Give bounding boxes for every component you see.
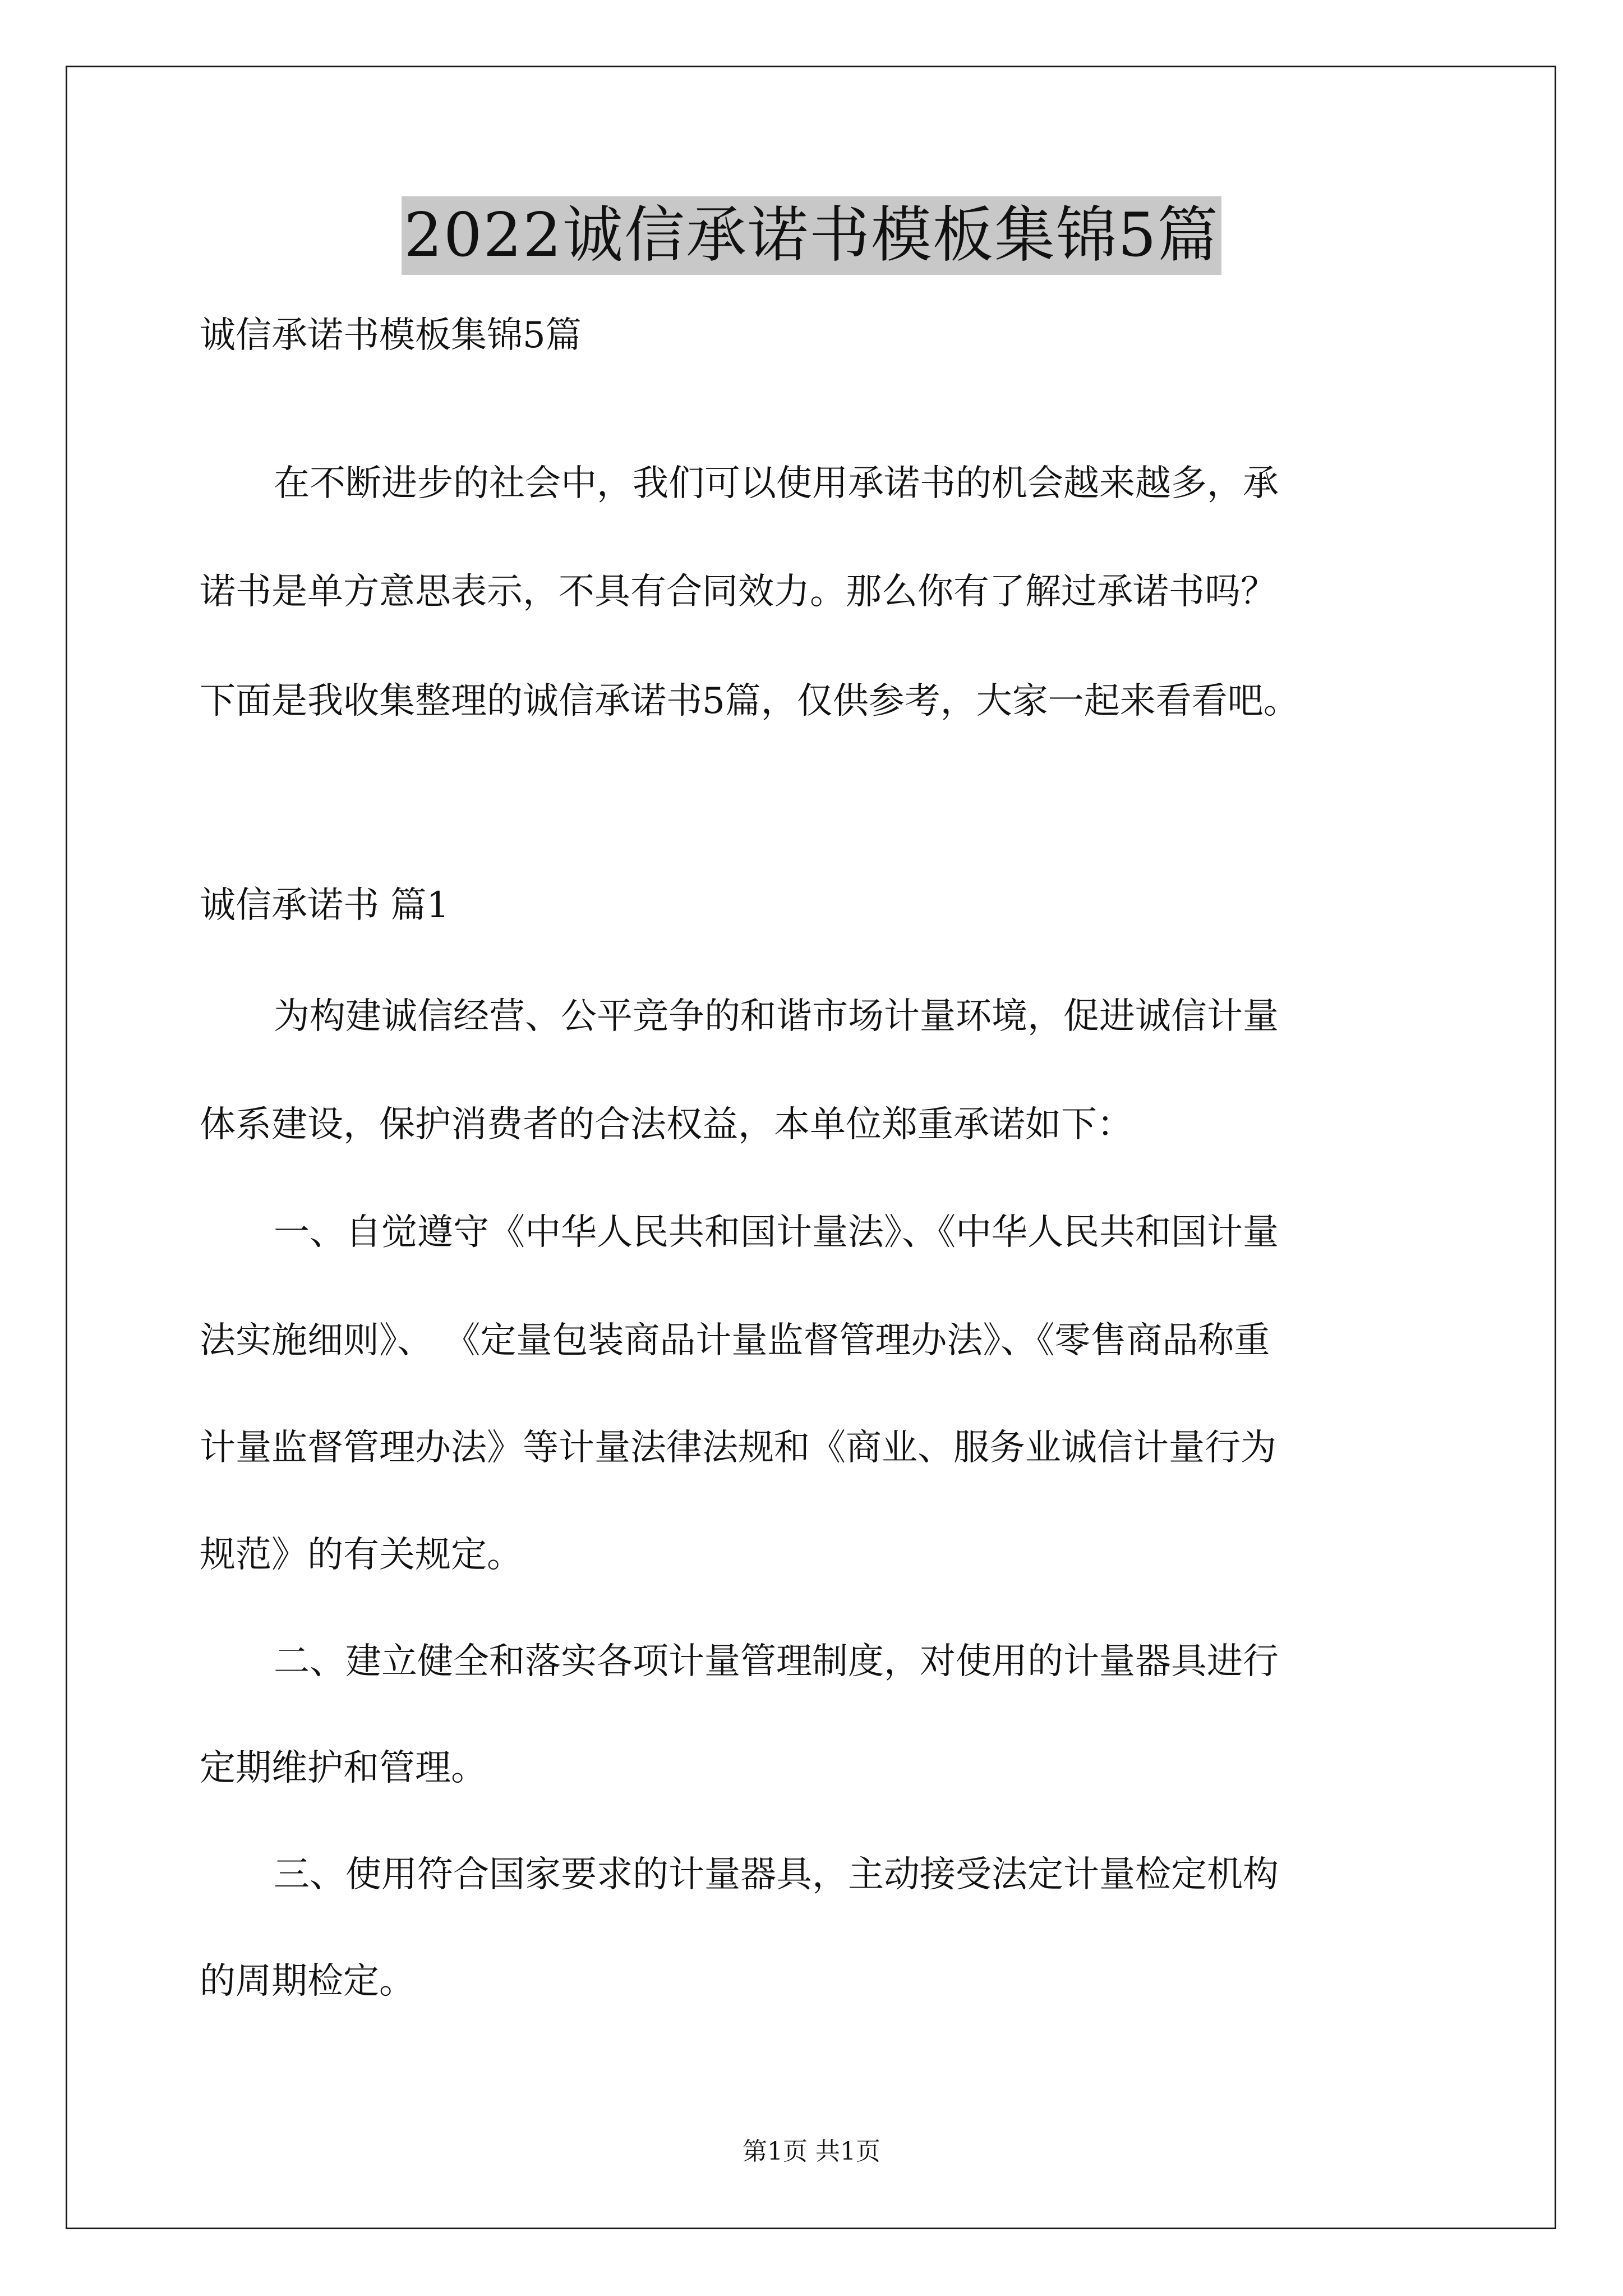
intro-paragraph-line-3: 下面是我收集整理的诚信承诺书5篇，仅供参考，大家一起来看看吧。 xyxy=(200,680,1299,722)
document-title: 2022诚信承诺书模板集锦5篇 xyxy=(402,196,1221,275)
clause-1-line-4: 规范》的有关规定。 xyxy=(200,1534,523,1576)
clause-1-line-1: 一、自觉遵守《中华人民共和国计量法》、《中华人民共和国计量 xyxy=(274,1212,1279,1253)
intro-paragraph-line-1: 在不断进步的社会中，我们可以使用承诺书的机会越来越多，承 xyxy=(274,463,1279,504)
intro-paragraph-line-2: 诺书是单方意思表示，不具有合同效力。那么你有了解过承诺书吗？ xyxy=(200,571,1276,613)
clause-2-line-1: 二、建立健全和落实各项计量管理制度，对使用的计量器具进行 xyxy=(274,1641,1279,1682)
page-number-footer: 第1页 共1页 xyxy=(743,2137,880,2166)
clause-3-line-1: 三、使用符合国家要求的计量器具，主动接受法定计量检定机构 xyxy=(274,1854,1279,1895)
section-heading: 诚信承诺书 篇1 xyxy=(200,885,450,926)
section-paragraph-line-1: 为构建诚信经营、公平竞争的和谐市场计量环境，促进诚信计量 xyxy=(274,996,1279,1037)
document-title-block xyxy=(0,196,1623,275)
clause-3-line-2: 的周期检定。 xyxy=(200,1961,415,2002)
page-border xyxy=(66,66,1556,2229)
section-paragraph-line-2: 体系建设，保护消费者的合法权益，本单位郑重承诺如下： xyxy=(200,1104,1133,1145)
clause-1-line-3: 计量监督管理办法》等计量法律法规和《商业、服务业诚信计量行为 xyxy=(200,1427,1276,1469)
subtitle-line: 诚信承诺书模板集锦5篇 xyxy=(200,315,582,356)
clause-2-line-2: 定期维护和管理。 xyxy=(200,1747,487,1789)
clause-1-line-2: 法实施细则》、 《定量包装商品计量监督管理办法》、《零售商品称重 xyxy=(200,1320,1270,1361)
